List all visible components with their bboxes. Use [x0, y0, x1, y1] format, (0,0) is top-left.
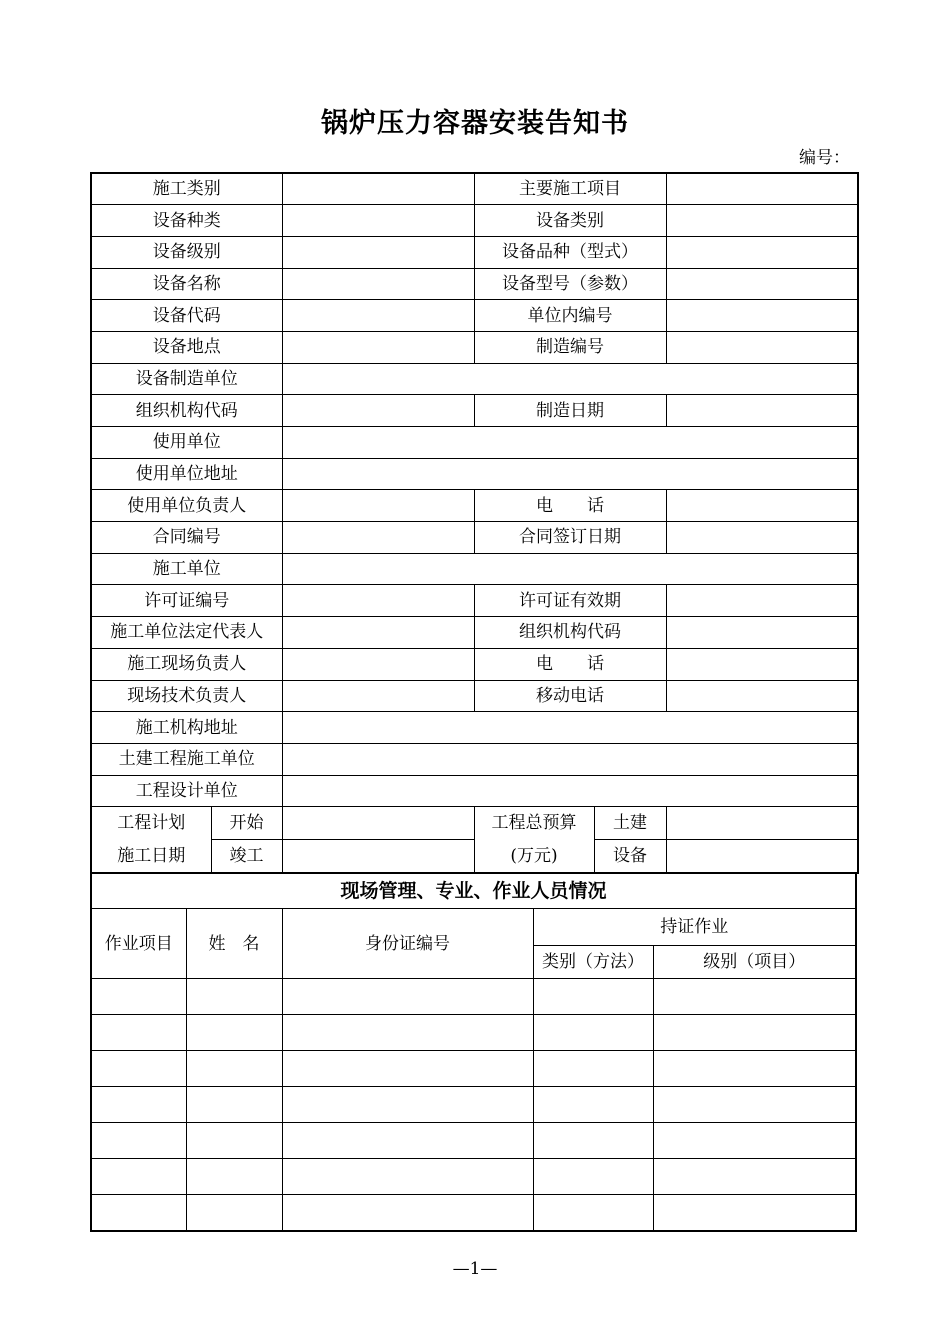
info-label-left: 设备地点 [91, 331, 282, 363]
staff-id-cell[interactable] [282, 1087, 533, 1123]
col-name: 姓 名 [186, 909, 282, 979]
info-field-right[interactable] [666, 205, 858, 237]
info-label-right: 设备类别 [474, 205, 666, 237]
col-type-method: 类别（方法） [533, 946, 653, 979]
info-field-right[interactable] [666, 173, 858, 205]
tech-manager-field[interactable] [282, 680, 474, 712]
agency-address-field[interactable] [282, 712, 858, 744]
info-field-left[interactable] [282, 300, 474, 332]
legal-rep-field[interactable] [282, 617, 474, 649]
user-unit-label: 使用单位 [91, 427, 282, 459]
staff-type-cell[interactable] [533, 979, 653, 1015]
start-label: 开始 [211, 807, 282, 840]
finish-field[interactable] [282, 840, 474, 873]
user-manager-label: 使用单位负责人 [91, 490, 282, 522]
info-label-right: 设备型号（参数） [474, 268, 666, 300]
plan-date-label-line1: 工程计划 [117, 813, 186, 833]
info-row [91, 300, 858, 332]
page-number: —1— [452, 1259, 498, 1279]
org-code2-label: 组织机构代码 [474, 617, 666, 649]
page-title: 锅炉压力容器安装告知书 [321, 108, 629, 139]
user-address-field[interactable] [282, 458, 858, 490]
org-code-label: 组织机构代码 [91, 395, 282, 427]
staff-id-cell[interactable] [282, 1123, 533, 1159]
contract-no-field[interactable] [282, 522, 474, 554]
staff-name-cell[interactable] [186, 1195, 282, 1232]
staff-id-cell[interactable] [282, 1015, 533, 1051]
staff-row [91, 1159, 856, 1195]
staff-name-cell[interactable] [186, 1051, 282, 1087]
info-label-right: 制造编号 [474, 331, 666, 363]
info-row [91, 236, 858, 268]
info-field-left[interactable] [282, 236, 474, 268]
tech-manager-label: 现场技术负责人 [91, 680, 282, 712]
staff-level-cell[interactable] [653, 979, 856, 1015]
staff-type-cell[interactable] [533, 1051, 653, 1087]
staff-row [91, 1015, 856, 1051]
budget-label-line1: 工程总预算 [491, 813, 577, 833]
info-row [91, 331, 858, 363]
staff-name-cell[interactable] [186, 1087, 282, 1123]
equipment-budget-field[interactable] [666, 840, 858, 873]
info-label-left: 设备代码 [91, 300, 282, 332]
info-field-right[interactable] [666, 331, 858, 363]
license-no-field[interactable] [282, 585, 474, 617]
site-manager-label: 施工现场负责人 [91, 648, 282, 680]
info-row [91, 205, 858, 237]
civil-budget-label: 土建 [594, 807, 666, 840]
phone-label-1: 电 话 [474, 490, 666, 522]
info-label-right: 主要施工项目 [474, 173, 666, 205]
staff-level-cell[interactable] [653, 1087, 856, 1123]
staff-type-cell[interactable] [533, 1087, 653, 1123]
plan-date-label-line2: 施工日期 [117, 846, 186, 866]
document-number-label: 编号： [799, 148, 850, 168]
phone-field-1[interactable] [666, 490, 858, 522]
equipment-info-table [90, 172, 859, 874]
staff-table [90, 873, 857, 1232]
site-manager-field[interactable] [282, 648, 474, 680]
mfg-date-label: 制造日期 [474, 395, 666, 427]
staff-level-cell[interactable] [653, 1159, 856, 1195]
contract-date-label: 合同签订日期 [474, 522, 666, 554]
license-no-label: 许可证编号 [91, 585, 282, 617]
staff-level-cell[interactable] [653, 1123, 856, 1159]
info-field-left[interactable] [282, 331, 474, 363]
phone-field-2[interactable] [666, 648, 858, 680]
design-unit-field[interactable] [282, 775, 858, 807]
staff-name-cell[interactable] [186, 1015, 282, 1051]
org-code-field[interactable] [282, 395, 474, 427]
finish-label: 竣工 [211, 840, 282, 873]
legal-rep-label: 施工单位法定代表人 [91, 617, 282, 649]
staff-type-cell[interactable] [533, 1159, 653, 1195]
staff-type-cell[interactable] [533, 1123, 653, 1159]
contract-date-field[interactable] [666, 522, 858, 554]
user-address-label: 使用单位地址 [91, 458, 282, 490]
org-code2-field[interactable] [666, 617, 858, 649]
phone-label-2: 电 话 [474, 648, 666, 680]
staff-row [91, 1195, 856, 1232]
civil-unit-label: 土建工程施工单位 [91, 743, 282, 775]
agency-address-label: 施工机构地址 [91, 712, 282, 744]
user-manager-field[interactable] [282, 490, 474, 522]
construction-unit-label: 施工单位 [91, 553, 282, 585]
mobile-field[interactable] [666, 680, 858, 712]
staff-id-cell[interactable] [282, 1051, 533, 1087]
info-field-left[interactable] [282, 173, 474, 205]
info-label-right: 设备品种（型式） [474, 236, 666, 268]
info-field-right[interactable] [666, 268, 858, 300]
info-row [91, 173, 858, 205]
staff-item-cell[interactable] [91, 979, 186, 1015]
staff-item-cell[interactable] [91, 1087, 186, 1123]
start-field[interactable] [282, 807, 474, 840]
info-label-left: 设备级别 [91, 236, 282, 268]
staff-level-cell[interactable] [653, 1015, 856, 1051]
staff-item-cell[interactable] [91, 1051, 186, 1087]
info-label-right: 单位内编号 [474, 300, 666, 332]
staff-row [91, 979, 856, 1015]
info-field-left[interactable] [282, 205, 474, 237]
rows4-body [91, 173, 858, 363]
license-validity-field[interactable] [666, 585, 858, 617]
staff-type-cell[interactable] [533, 1015, 653, 1051]
construction-unit-field[interactable] [282, 553, 858, 585]
contract-no-label: 合同编号 [91, 522, 282, 554]
equipment-budget-label: 设备 [594, 840, 666, 873]
staff-id-cell[interactable] [282, 1195, 533, 1232]
staff-row [91, 1051, 856, 1087]
staff-type-cell[interactable] [533, 1195, 653, 1232]
staff-level-cell[interactable] [653, 1195, 856, 1232]
manufacturer-field[interactable] [282, 363, 858, 395]
manufacturer-label: 设备制造单位 [91, 363, 282, 395]
staff-item-cell[interactable] [91, 1195, 186, 1232]
staff-id-cell[interactable] [282, 979, 533, 1015]
user-unit-field[interactable] [282, 427, 858, 459]
info-field-right[interactable] [666, 236, 858, 268]
mobile-label: 移动电话 [474, 680, 666, 712]
staff-item-cell[interactable] [91, 1159, 186, 1195]
col-work-item: 作业项目 [91, 909, 186, 979]
civil-unit-field[interactable] [282, 743, 858, 775]
staff-name-cell[interactable] [186, 1123, 282, 1159]
col-certified-work: 持证作业 [533, 909, 856, 946]
col-level-item: 级别（项目） [653, 946, 856, 979]
staff-name-cell[interactable] [186, 979, 282, 1015]
design-unit-label: 工程设计单位 [91, 775, 282, 807]
plan-date-label [91, 807, 211, 873]
staff-level-cell[interactable] [653, 1051, 856, 1087]
staff-name-cell[interactable] [186, 1159, 282, 1195]
staff-item-cell[interactable] [91, 1123, 186, 1159]
staff-row [91, 1087, 856, 1123]
staff-section-title: 现场管理、专业、作业人员情况 [91, 874, 856, 909]
staff-row [91, 1123, 856, 1159]
info-label-left: 设备名称 [91, 268, 282, 300]
col-id-number: 身份证编号 [282, 909, 533, 979]
info-field-right[interactable] [666, 300, 858, 332]
budget-label [474, 807, 594, 873]
budget-label-line2: (万元) [510, 846, 558, 866]
mfg-date-field[interactable] [666, 395, 858, 427]
staff-item-cell[interactable] [91, 1015, 186, 1051]
info-label-left: 设备种类 [91, 205, 282, 237]
license-validity-label: 许可证有效期 [474, 585, 666, 617]
info-label-left: 施工类别 [91, 173, 282, 205]
civil-budget-field[interactable] [666, 807, 858, 840]
info-row [91, 268, 858, 300]
info-field-left[interactable] [282, 268, 474, 300]
staff-id-cell[interactable] [282, 1159, 533, 1195]
